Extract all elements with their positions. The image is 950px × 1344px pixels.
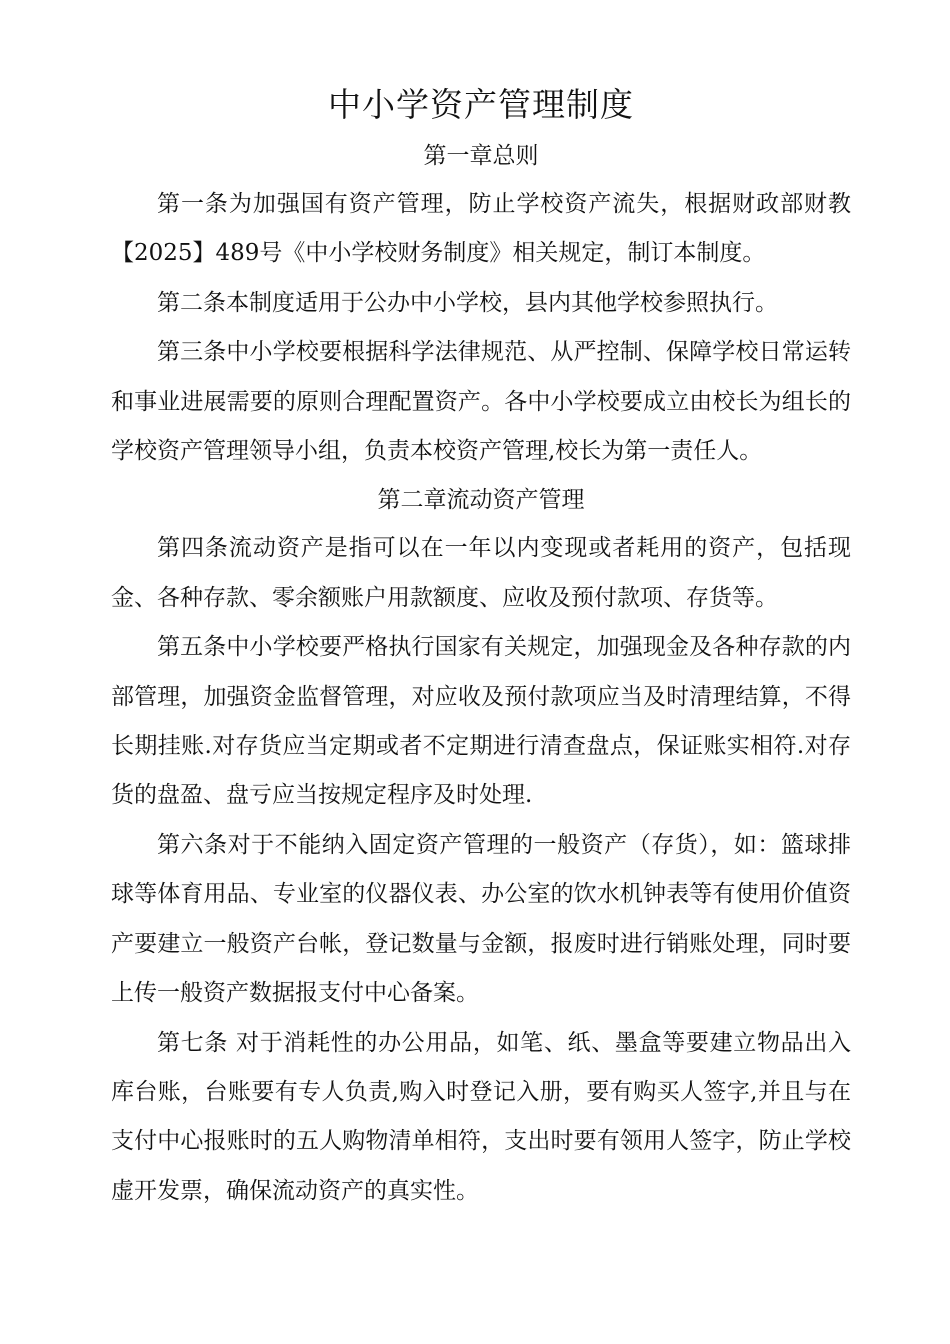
article-6: 第六条对于不能纳入固定资产管理的一般资产（存货），如：篮球排球等体育用品、专业室的仪器仪表、办公室的饮水机钟表等有使用价值资产要建立一般资产台帐，登记数量与金额，报废时进行销账处理，同时要上传一般资产数据报支付中心备案。 xyxy=(111,831,851,1007)
chapter-heading: 第二章流动资产管理 xyxy=(377,487,585,514)
chapter-heading: 第一章总则 xyxy=(423,143,539,169)
article-1: 第一条为加强国有资产管理，防止学校资产流失，根据财政部财教【2025】489号《中小学校财务制度》相关规定，制订本制度。 xyxy=(111,191,851,267)
chapter-1 xyxy=(111,132,851,476)
article-7: 第七条 对于消耗性的办公用品，如笔、纸、墨盒等要建立物品出入库台账，台账要有专人负责,购入时登记入册，要有购买人签字,并且与在支付中心报账时的五人购物清单相符，支出时要有领用人签字，防止学校虚开发票，确保流动资产的真实性。 xyxy=(111,1029,851,1204)
document-title: 中小学资产管理制度 xyxy=(328,85,634,124)
article-3: 第三条中小学校要根据科学法律规范、从严控制、保障学校日常运转和事业进展需要的原则合理配置资产。各中小学校要成立由校长为组长的学校资产管理领导小组，负责本校资产管理,校长为第一责任人。 xyxy=(111,339,851,465)
article-2: 第二条本制度适用于公办中小学校，县内其他学校参照执行。 xyxy=(157,289,778,316)
article-4: 第四条流动资产是指可以在一年以内变现或者耗用的资产，包括现金、各种存款、零余额账户用款额度、应收及预付款项、存货等。 xyxy=(111,535,851,611)
chapter-2 xyxy=(111,476,851,1216)
article-5: 第五条中小学校要严格执行国家有关规定，加强现金及各种存款的内部管理，加强资金监督管理，对应收及预付款项应当及时清理结算，不得长期挂账.对存货应当定期或者不定期进行清查盘点，保证账实相符.对存货的盘盈、盘亏应当按规定程序及时处理. xyxy=(111,634,851,809)
document-page xyxy=(111,78,851,1216)
